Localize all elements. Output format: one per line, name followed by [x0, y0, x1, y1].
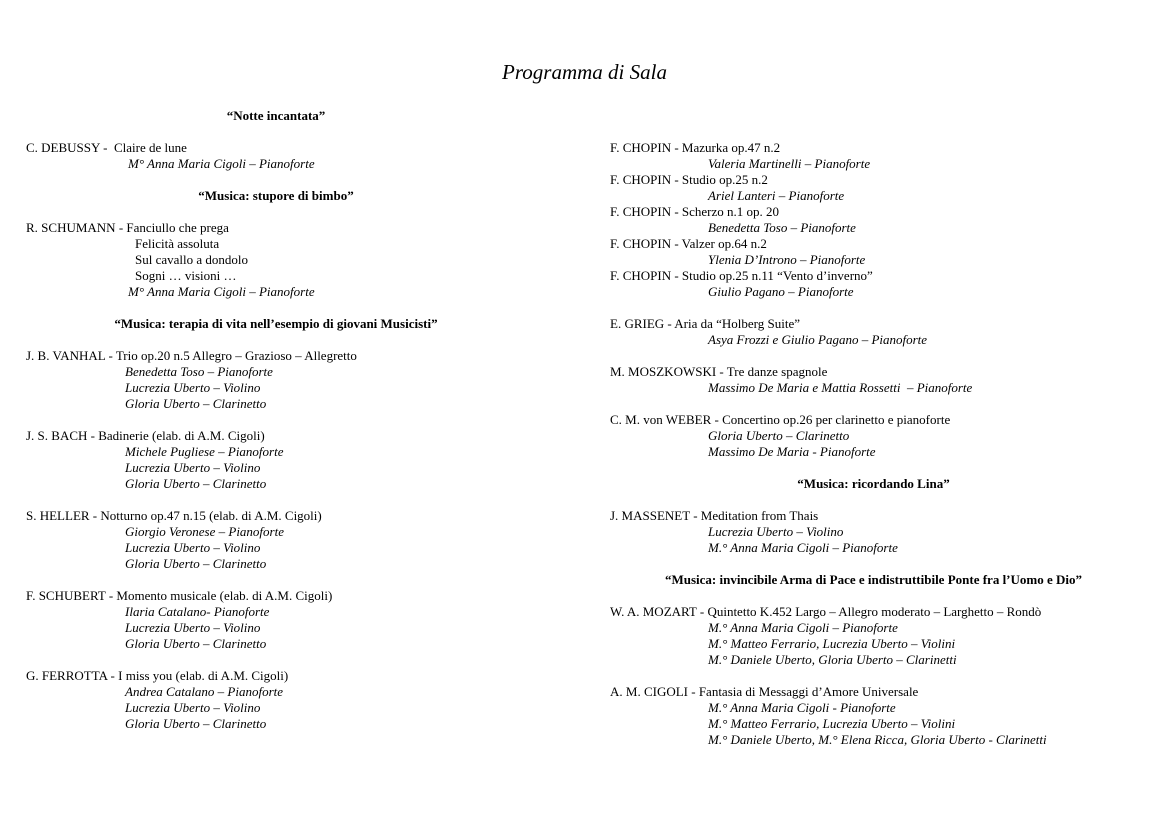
piece-chopin-studio: F. CHOPIN - Studio op.25 n.2 [610, 172, 768, 187]
piece-chopin-valzer: F. CHOPIN - Valzer op.64 n.2 [610, 236, 767, 251]
performer: Asya Frozzi e Giulio Pagano – Pianoforte [708, 332, 928, 347]
piece-heller: S. HELLER - Notturno op.47 n.15 (elab. di A.M. Cigoli) [26, 508, 322, 523]
piece-chopin-mazurka: F. CHOPIN - Mazurka op.47 n.2 [610, 140, 781, 155]
performer: Andrea Catalano – Pianoforte [125, 684, 284, 699]
performer: Giorgio Veronese – Pianoforte [125, 524, 284, 539]
movement: Felicità assoluta [135, 236, 220, 251]
performer: Gloria Uberto – Clarinetto [125, 556, 267, 571]
section-heading-notte-incantata: “Notte incantata” [226, 108, 326, 123]
piece-grieg: E. GRIEG - Aria da “Holberg Suite” [610, 316, 801, 331]
section-heading-stupore-di-bimbo: “Musica: stupore di bimbo” [198, 188, 354, 203]
performer: M.° Matteo Ferrario, Lucrezia Uberto – Violini [708, 716, 956, 731]
performer: Gloria Uberto – Clarinetto [125, 476, 267, 491]
page-title: Programma di Sala [502, 60, 667, 84]
movement: Sogni … visioni … [135, 268, 237, 283]
performer: M.° Matteo Ferrario, Lucrezia Uberto – Violini [708, 636, 956, 651]
performer: Benedetta Toso – Pianoforte [125, 364, 273, 379]
performer: Gloria Uberto – Clarinetto [125, 636, 267, 651]
section-heading-arma-di-pace: “Musica: invincibile Arma di Pace e indistruttibile Ponte fra l’Uomo e Dio” [664, 572, 1083, 587]
piece-moszkowski: M. MOSZKOWSKI - Tre danze spagnole [610, 364, 828, 379]
performer: Valeria Martinelli – Pianoforte [708, 156, 871, 171]
performer: M.° Daniele Uberto, M.° Elena Ricca, Gloria Uberto - Clarinetti [708, 732, 1047, 747]
performer: Ylenia D’Introno – Pianoforte [708, 252, 866, 267]
movement: Sul cavallo a dondolo [135, 252, 249, 267]
piece-ferrotta: G. FERROTTA - I miss you (elab. di A.M. Cigoli) [26, 668, 289, 683]
performer: Lucrezia Uberto – Violino [708, 524, 844, 539]
piece-mozart: W. A. MOZART - Quintetto K.452 Largo – Allegro moderato – Larghetto – Rondò [610, 604, 1042, 619]
performer: Gloria Uberto – Clarinetto [708, 428, 850, 443]
performer: M° Anna Maria Cigoli – Pianoforte [128, 284, 315, 299]
piece-weber: C. M. von WEBER - Concertino op.26 per clarinetto e pianoforte [610, 412, 951, 427]
performer: Lucrezia Uberto – Violino [125, 700, 261, 715]
piece-schubert: F. SCHUBERT - Momento musicale (elab. di A.M. Cigoli) [26, 588, 333, 603]
performer: Benedetta Toso – Pianoforte [708, 220, 856, 235]
performer: Ariel Lanteri – Pianoforte [708, 188, 845, 203]
piece-bach: J. S. BACH - Badinerie (elab. di A.M. Cigoli) [26, 428, 265, 443]
performer: Ilaria Catalano- Pianoforte [125, 604, 270, 619]
piece-massenet: J. MASSENET - Meditation from Thais [610, 508, 819, 523]
piece-debussy: C. DEBUSSY - Claire de lune [26, 140, 187, 155]
section-heading-terapia-di-vita: “Musica: terapia di vita nell’esempio di giovani Musicisti” [114, 316, 438, 331]
performer: Massimo De Maria e Mattia Rossetti – Pianoforte [708, 380, 973, 395]
performer: M.° Daniele Uberto, Gloria Uberto – Clarinetti [708, 652, 957, 667]
performer: Lucrezia Uberto – Violino [125, 620, 261, 635]
performer: Lucrezia Uberto – Violino [125, 380, 261, 395]
piece-chopin-scherzo: F. CHOPIN - Scherzo n.1 op. 20 [610, 204, 780, 219]
performer: Giulio Pagano – Pianoforte [708, 284, 854, 299]
performer: Michele Pugliese – Pianoforte [125, 444, 284, 459]
piece-schumann: R. SCHUMANN - Fanciullo che prega [26, 220, 229, 235]
piece-vanhal: J. B. VANHAL - Trio op.20 n.5 Allegro – Grazioso – Allegretto [26, 348, 357, 363]
performer: Gloria Uberto – Clarinetto [125, 716, 267, 731]
piece-chopin-vento: F. CHOPIN - Studio op.25 n.11 “Vento d’inverno” [610, 268, 873, 283]
performer: Lucrezia Uberto – Violino [125, 460, 261, 475]
performer: Gloria Uberto – Clarinetto [125, 396, 267, 411]
performer: M.° Anna Maria Cigoli – Pianoforte [708, 540, 898, 555]
performer: M° Anna Maria Cigoli – Pianoforte [128, 156, 315, 171]
performer: M.° Anna Maria Cigoli - Pianoforte [708, 700, 896, 715]
performer: Massimo De Maria - Pianoforte [708, 444, 876, 459]
performer: Lucrezia Uberto – Violino [125, 540, 261, 555]
section-heading-ricordando-lina: “Musica: ricordando Lina” [797, 476, 950, 491]
performer: M.° Anna Maria Cigoli – Pianoforte [708, 620, 898, 635]
piece-cigoli: A. M. CIGOLI - Fantasia di Messaggi d’Amore Universale [610, 684, 919, 699]
